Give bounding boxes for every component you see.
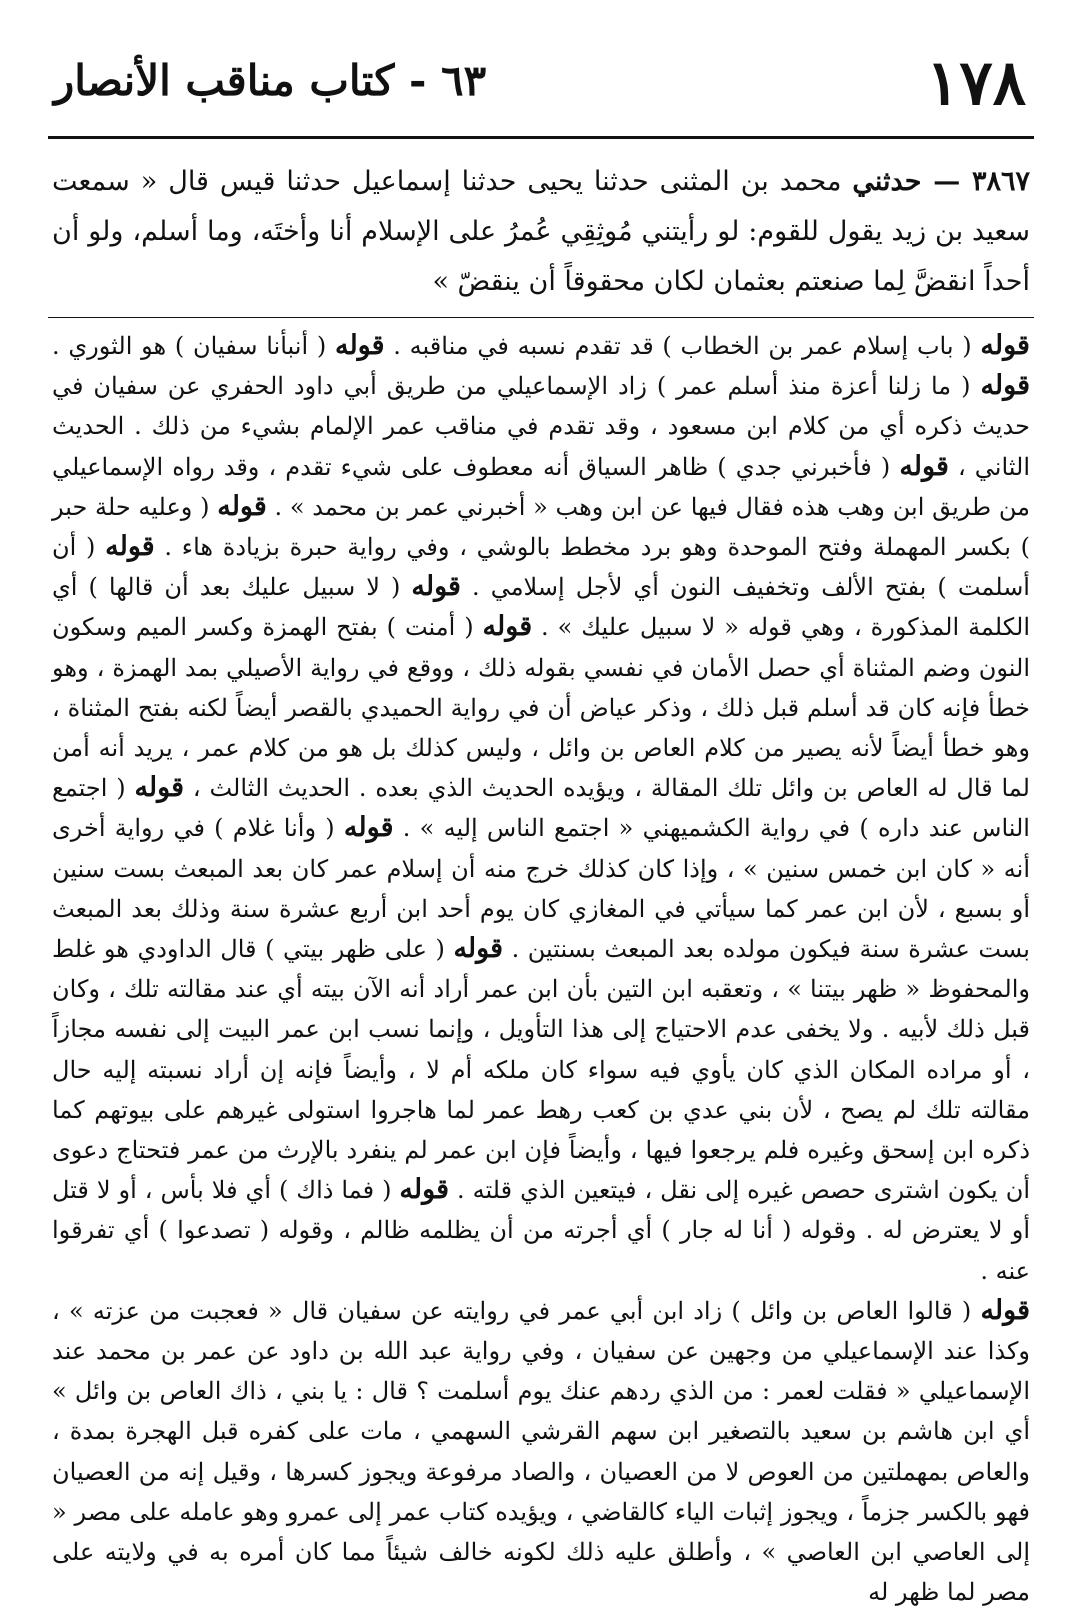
commentary-segment: ( ما زلنا أعزة منذ أسلم عمر ) زاد الإسماعيلي من طريق أبي داود الحفري عن سفيان في حديث ذكره أي من كلام ابن مسعود ، وقد تقدم في مناقب عمر الإلمام بشيء من ذلك . الحديث الثاني ، — [52, 372, 1030, 481]
qawl-marker: قوله — [217, 490, 267, 522]
qawl-marker: قوله — [899, 450, 949, 482]
qawl-marker: قوله — [453, 933, 504, 965]
qawl-marker: قوله — [105, 531, 155, 563]
qawl-marker: قوله — [482, 611, 533, 643]
qawl-marker: قوله — [980, 330, 1030, 361]
section-divider — [48, 317, 1034, 318]
commentary-segment: ( قالوا العاص بن وائل ) زاد ابن أبي عمر في روايته عن سفيان قال « فعجبت من عزته » ، وكذا عند الإسماعيلي من وجهين عن سفيان ، وفي رواية عبد الله بن داود عن عمر بن محمد عند الإسماعيلي « فقلت لعمر : من الذي ردهم عنك يوم أسلمت ؟ قال : يا بني ، ذاك العاص بن وائل » أي ابن هاشم بن سعيد بالتصغير ابن سهم القرشي السهمي ، مات على كفره قبل الهجرة بمدة ، والعاص بمهملتين من العوص لا من العصيان ، والصاد مرفوعة ويجوز كسرها ، وقيل إنه من العصيان فهو بالكسر جزماً ، ويجوز إثبات الياء كالقاضي ، ويؤيده كتاب عمر إلى عمرو وهو عامله على مصر « إلى العاصي ابن العاصي » ، وأطلق عليه ذلك لكونه خالف شيئاً مما كان أمره به في ولايته على مصر لما ظهر له — [52, 1296, 1030, 1607]
commentary-segment: ( أمنت ) بفتح الهمزة وكسر الميم وسكون النون وضم المثناة أي حصل الأمان في نفسي بقوله ذلك ، ووقع في رواية الأصيلي بمد الهمزة ، وهو خطأ فإنه كان قد أسلم قبل ذلك ، وذكر عياض أن في رواية الحميدي بالقصر أيضاً لكنه بفتح المثناة ، وهو خطأ أيضاً لأنه يصير من كلام العاص بن وائل ، وليس كذلك بل هو من كلام عمر ، يريد أنه أمن لما قال له العاص بن وائل تلك المقالة ، ويؤيده الحديث الذي بعده . الحديث الثالث ، — [52, 613, 1030, 803]
commentary-segment: ( وأنا غلام ) في رواية أخرى أنه « كان ابن خمس سنين » ، وإذا كان كذلك خرج منه أن إسلام عمر كان بعد المبعث بست سنين أو بسبع ، لأن ابن عمر كما سيأتي في المغازي كان يوم أحد ابن أربع عشرة سنة وذلك بعد المبعث بست عشرة سنة فيكون مولده بعد المبعث بسنتين . — [52, 814, 1030, 964]
commentary-segment: ( أنبأنا سفيان ) هو الثوري . — [52, 332, 327, 360]
qawl-marker: قوله — [343, 812, 394, 844]
qawl-marker: قوله — [980, 1294, 1030, 1326]
hadith-text — [48, 157, 1034, 307]
commentary-segment: ( فما ذاك ) أي فلا بأس ، أو لا قتل أو لا يعترض له . وقوله ( أنا له جار ) أي أجرته من أن يظلمه ظالم ، وقوله ( تصدعوا ) أي تفرقوا عنه . — [52, 1176, 1031, 1285]
commentary-segment: ( لا سبيل عليك بعد أن قالها ) أي الكلمة المذكورة ، وهي قوله « لا سبيل عليك » . — [52, 573, 1030, 642]
running-title: ٦٣ - كتاب مناقب الأنصار — [54, 56, 487, 105]
hadith-body: محمد بن المثنى حدثنا يحيى حدثنا إسماعيل حدثنا قيس قال « سمعت سعيد بن زيد يقول للقوم: لو رأيتني مُوثِقِي عُمرُ على الإسلام أنا وأختَه، وما أسلم، ولو أن أحداً انقضَّ لِما صنعتم بعثمان لكان محقوقاً أن ينقضّ » — [52, 166, 1030, 297]
book-page — [48, 40, 1034, 1607]
commentary-paragraph — [52, 326, 1030, 1291]
qawl-marker: قوله — [334, 330, 385, 361]
qawl-marker: قوله — [411, 571, 461, 603]
page-number: ١٧٨ — [926, 46, 1026, 119]
commentary-segment: ( أن أسلمت ) بفتح الألف وتخفيف النون أي لأجل إسلامي . — [52, 533, 1030, 602]
commentary — [48, 326, 1034, 1613]
page-header — [48, 40, 1034, 139]
hadith-number: ٣٨٦٧ — حدثني — [852, 166, 1030, 197]
commentary-segment: ( وعليه حلة حبر ) بكسر المهملة وفتح الموحدة وهو برد مخطط بالوشي ، وفي رواية حبرة بزيادة هاء . — [52, 492, 1030, 562]
commentary-paragraph — [52, 1291, 1030, 1613]
commentary-segment: ( فأخبرني جدي ) ظاهر السياق أنه معطوف على شيء تقدم ، وقد رواه الإسماعيلي من طريق ابن وهب هذه فقال فيها عن ابن وهب « أخبرني عمر بن محمد » . — [52, 452, 1030, 521]
commentary-segment: ( باب إسلام عمر بن الخطاب ) قد تقدم نسبه في مناقبه . — [393, 332, 972, 360]
qawl-marker: قوله — [399, 1174, 449, 1206]
qawl-marker: قوله — [980, 370, 1030, 402]
commentary-segment: ( على ظهر بيتي ) قال الداودي هو غلط والمحفوظ « ظهر بيتنا » ، وتعقبه ابن التين بأن ابن عمر أراد أنه الآن بيته أي عند مقالته تلك ، وكان قبل ذلك لأبيه . ولا يخفى عدم الاحتياج إلى هذا التأويل ، وإنما نسب ابن عمر البيت إلى نفسه مجازاً ، أو مراده المكان الذي كان يأوي فيه سواء كان ملكه أم لا ، وأيضاً فإنه إن أراد نسبته إليه حال مقالته تلك لم يصح ، لأن بني عدي بن كعب رهط عمر لما هاجروا استولى غيرهم على بيوتهم كما ذكره ابن إسحق وغيره فلم يرجعوا فيها ، وأيضاً فإن ابن عمر لم ينفرد بالإرث من عمر فتحتاج دعوى أن يكون اشترى حصص غيره إلى نقل ، فيتعين الذي قلته . — [52, 935, 1030, 1205]
commentary-segment: ( اجتمع الناس عند داره ) في رواية الكشميهني « اجتمع الناس إليه » . — [52, 774, 1030, 843]
qawl-marker: قوله — [134, 772, 185, 804]
